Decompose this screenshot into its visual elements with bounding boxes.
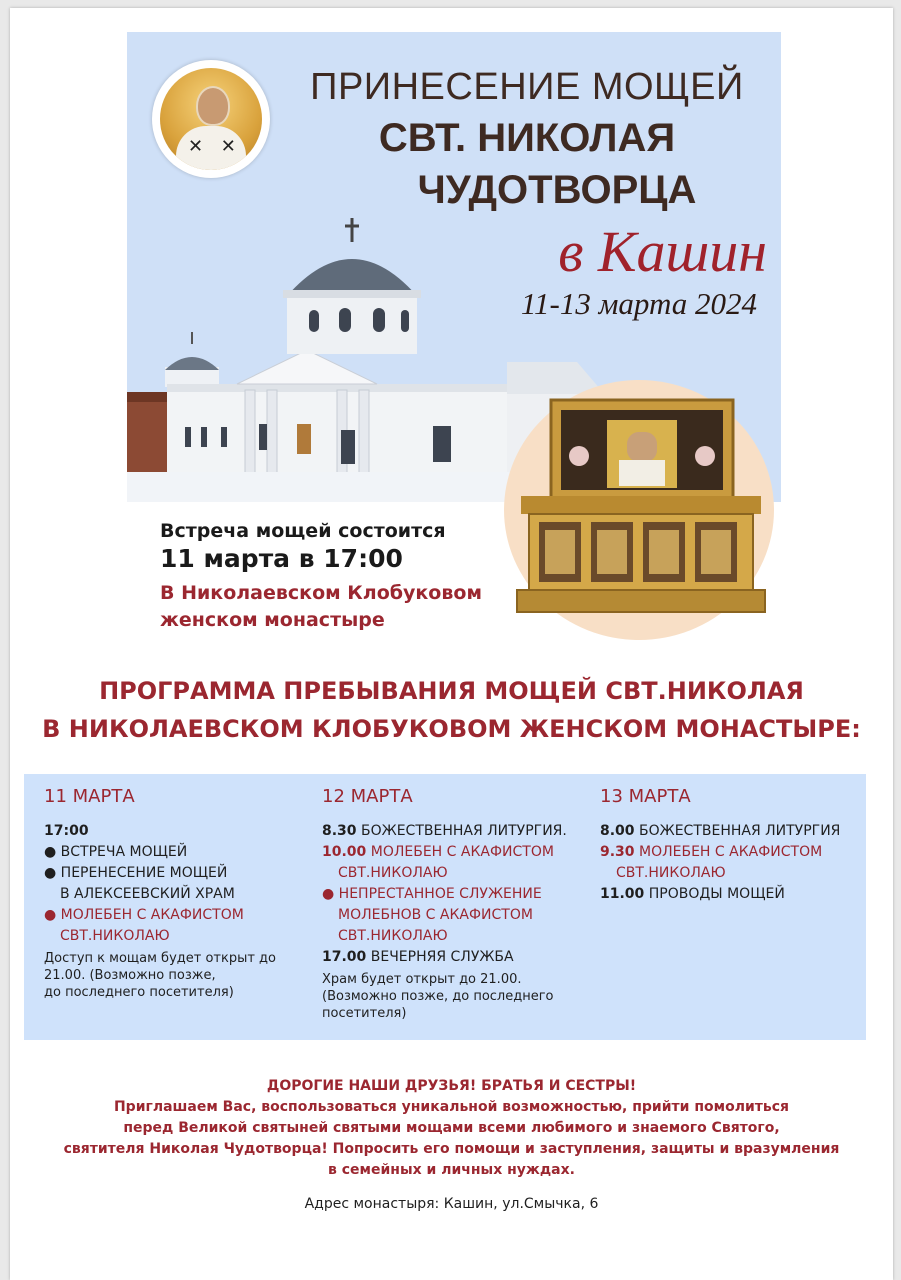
title-line-1: ПРИНЕСЕНИЕ МОЩЕЙ bbox=[310, 66, 744, 108]
day-1-note bbox=[44, 950, 314, 1001]
meeting-place-line-2: женском монастыре bbox=[160, 609, 385, 631]
invitation-line-4: святителя Николая Чудотворца! Попросить его помощи и заступления, защиты и вразумления bbox=[63, 1141, 840, 1157]
day-2-item-3-cont-2: СВТ.НИКОЛАЮ bbox=[338, 928, 448, 944]
day-2-note-line-1: Храм будет открыт до 21.00. bbox=[322, 972, 522, 987]
day-2-event-1: БОЖЕСТВЕННАЯ ЛИТУРГИЯ. bbox=[356, 823, 567, 839]
day-3-event-3: ПРОВОДЫ МОЩЕЙ bbox=[644, 886, 785, 902]
day-3-event-2: МОЛЕБЕН С АКАФИСТОМ bbox=[634, 844, 823, 860]
saint-robe bbox=[176, 126, 246, 170]
program-heading-line-2: В НИКОЛАЕВСКОМ КЛОБУКОВОМ ЖЕНСКОМ МОНАСТЫРЕ: bbox=[42, 715, 861, 743]
saint-face bbox=[196, 86, 230, 126]
day-2-item-1 bbox=[322, 821, 592, 842]
schedule-day-2 bbox=[322, 786, 592, 1022]
day-1-title: 11 МАРТА bbox=[44, 786, 135, 807]
day-3-item-1 bbox=[600, 821, 870, 842]
day-1-note-line-2: 21.00. (Возможно позже, bbox=[44, 968, 216, 983]
meeting-intro: Встреча мощей состоится bbox=[160, 520, 446, 542]
day-2-event-2: МОЛЕБЕН С АКАФИСТОМ bbox=[366, 844, 554, 860]
day-1-item-1: ● ВСТРЕЧА МОЩЕЙ bbox=[44, 844, 188, 860]
day-3-time-2: 9.30 bbox=[600, 844, 635, 860]
day-2-title: 12 МАРТА bbox=[322, 786, 413, 807]
invitation-line-2: Приглашаем Вас, воспользоваться уникальной возможностью, прийти помолиться bbox=[113, 1099, 790, 1115]
day-3-item-3 bbox=[600, 884, 870, 905]
day-2-item-2-cont: СВТ.НИКОЛАЮ bbox=[338, 865, 448, 881]
day-3-item-2-cont: СВТ.НИКОЛАЮ bbox=[616, 865, 726, 881]
invitation-line-5: в семейных и личных нуждах. bbox=[328, 1162, 575, 1178]
saint-nicholas-icon bbox=[152, 60, 270, 178]
day-2-time-1: 8.30 bbox=[322, 823, 357, 839]
day-2-note bbox=[322, 971, 592, 1022]
schedule-panel bbox=[24, 774, 866, 1040]
program-heading bbox=[10, 672, 893, 748]
day-2-note-line-2: (Возможно позже, до последнего bbox=[322, 989, 554, 1004]
invitation-line-3: перед Великой святыней святыми мощами всеми любимого и знаемого Святого, bbox=[123, 1120, 780, 1136]
monastery-address: Адрес монастыря: Кашин, ул.Смычка, 6 bbox=[304, 1196, 599, 1212]
title-line-2: СВТ. НИКОЛАЯ bbox=[378, 116, 676, 160]
day-3-item-2 bbox=[600, 842, 870, 863]
day-2-time-2: 10.00 bbox=[322, 844, 367, 860]
meeting-time: 11 марта в 17:00 bbox=[160, 544, 403, 573]
icon-gold-background bbox=[160, 68, 262, 170]
day-2-item-3-cont: МОЛЕБНОВ С АКАФИСТОМ bbox=[338, 907, 533, 923]
day-2-note-line-3: посетителя) bbox=[322, 1006, 407, 1021]
schedule-day-1 bbox=[44, 786, 314, 1001]
day-2-event-4: ВЕЧЕРНЯЯ СЛУЖБА bbox=[366, 949, 514, 965]
poster-page bbox=[10, 8, 893, 1280]
title-line-4-kashin: в Кашин bbox=[558, 219, 767, 284]
day-1-note-line-3: до последнего посетителя) bbox=[44, 985, 234, 1000]
reliquary-image bbox=[515, 398, 767, 626]
day-2-item-2 bbox=[322, 842, 592, 863]
day-2-item-3: ● НЕПРЕСТАННОЕ СЛУЖЕНИЕ bbox=[322, 886, 542, 902]
day-3-event-1: БОЖЕСТВЕННАЯ ЛИТУРГИЯ bbox=[634, 823, 841, 839]
title-line-3: ЧУДОТВОРЦА bbox=[417, 168, 697, 212]
day-1-time: 17:00 bbox=[44, 823, 89, 839]
day-1-item-2: ● ПЕРЕНЕСЕНИЕ МОЩЕЙ bbox=[44, 865, 228, 881]
invitation-text bbox=[10, 1076, 893, 1181]
day-2-item-4 bbox=[322, 947, 592, 968]
day-3-title: 13 МАРТА bbox=[600, 786, 691, 807]
day-1-item-3-cont: СВТ.НИКОЛАЮ bbox=[60, 928, 170, 944]
invitation-line-1: ДОРОГИЕ НАШИ ДРУЗЬЯ! БРАТЬЯ И СЕСТРЫ! bbox=[266, 1078, 637, 1094]
day-2-time-4: 17.00 bbox=[322, 949, 367, 965]
day-1-item-2-cont: В АЛЕКСЕЕВСКИЙ ХРАМ bbox=[60, 886, 235, 902]
schedule-day-3 bbox=[600, 786, 870, 905]
day-3-time-1: 8.00 bbox=[600, 823, 635, 839]
program-heading-line-1: ПРОГРАММА ПРЕБЫВАНИЯ МОЩЕЙ СВТ.НИКОЛАЯ bbox=[99, 677, 804, 705]
meeting-place bbox=[160, 580, 520, 634]
day-1-item-3: ● МОЛЕБЕН С АКАФИСТОМ bbox=[44, 907, 244, 923]
meeting-place-line-1: В Николаевском Клобуковом bbox=[160, 582, 482, 604]
day-3-time-3: 11.00 bbox=[600, 886, 645, 902]
event-dates: 11-13 марта 2024 bbox=[520, 286, 757, 321]
day-1-note-line-1: Доступ к мощам будет открыт до bbox=[44, 951, 276, 966]
